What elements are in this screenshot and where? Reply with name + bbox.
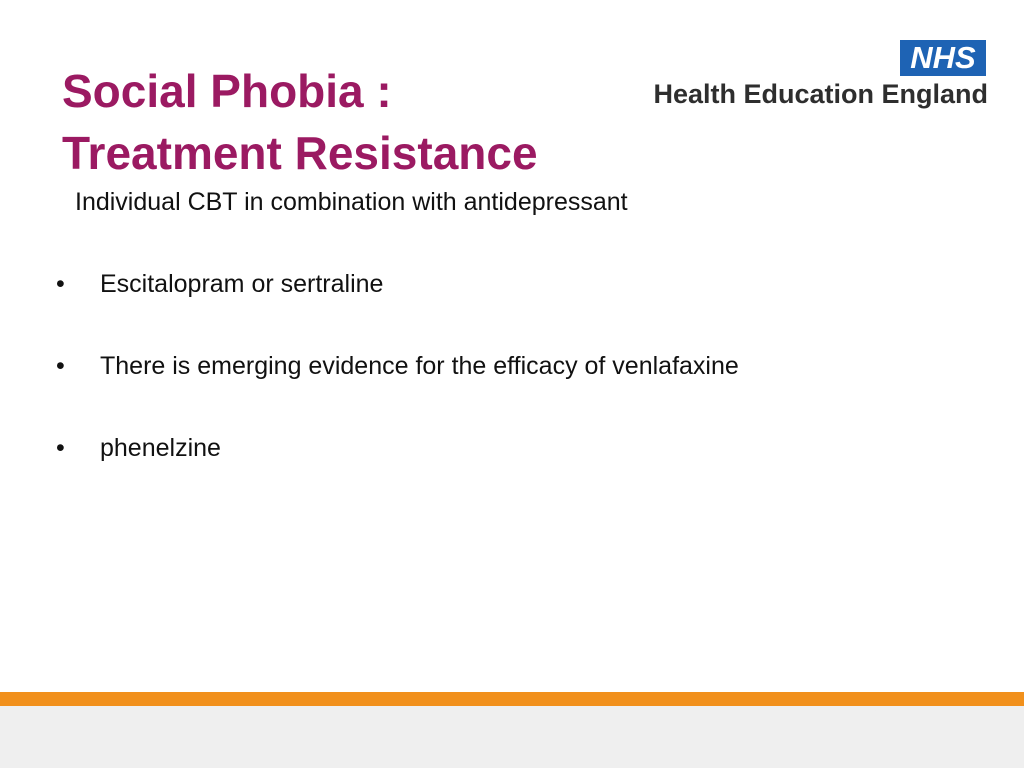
nhs-hee-logo (636, 40, 988, 112)
bullet-icon: • (56, 434, 65, 462)
organisation-name: Health Education England (653, 79, 988, 109)
title-line-2: Treatment Resistance (62, 127, 538, 179)
bullet-text: phenelzine (100, 434, 221, 462)
bullet-text: There is emerging evidence for the efficacy of venlafaxine (100, 352, 739, 380)
slide-subtitle: Individual CBT in combination with antidepressant (75, 188, 628, 216)
bullet-icon: • (56, 270, 65, 298)
bullet-text: Escitalopram or sertraline (100, 270, 384, 298)
nhs-logo-icon: NHS (900, 40, 986, 76)
slide-title (62, 60, 538, 184)
bullet-icon: • (56, 352, 65, 380)
footer-notch-decoration (0, 692, 1024, 732)
title-line-1: Social Phobia : (62, 65, 392, 117)
